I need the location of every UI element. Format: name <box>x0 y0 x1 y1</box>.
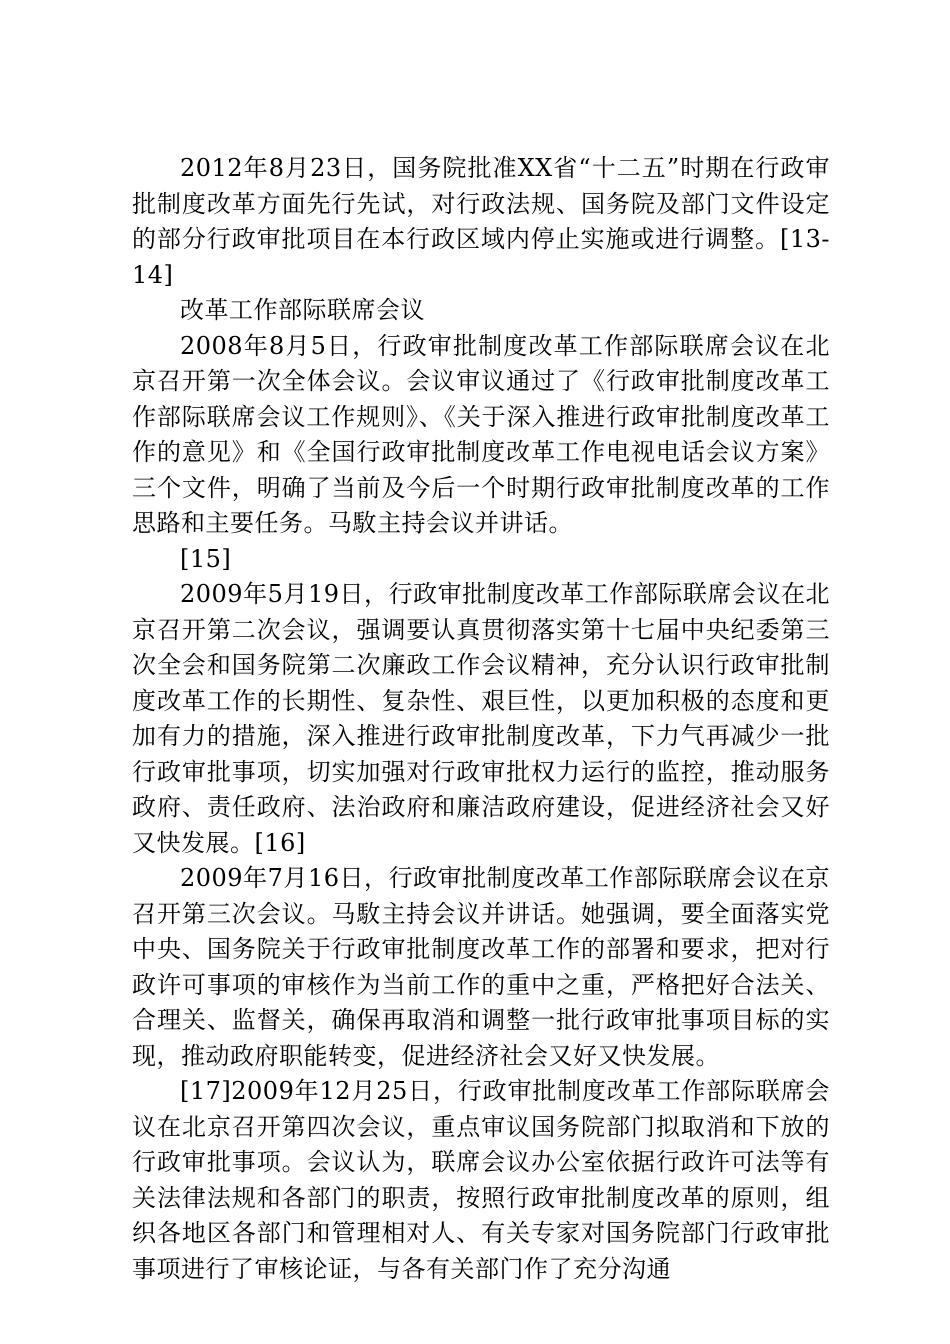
paragraph-2008-first-meeting: 2008年8月5日，行政审批制度改革工作部际联席会议在北京召开第一次全体会议。会议审议通过了《行政审批制度改革工作部际联席会议工作规则》、《关于深入推进行政审批制度改革工作的意见》和《全国行政审批制度改革工作电视电话会议方案》三个文件，明确了当前及今后一个时期行政审批制度改革的工作思路和主要任务。马駇主持会议并讲话。 <box>132 331 830 537</box>
citation-15: [15] <box>180 544 232 573</box>
paragraph-2009-fourth-meeting: [17]2009年12月25日，行政审批制度改革工作部际联席会议在北京召开第四次会议，重点审议国务院部门拟取消和下放的行政审批事项。会议认为，联席会议办公室依据行政许可法等有关法律法规和各部门的职责，按照行政审批制度改革的原则，组织各地区各部门和管理相对人、有关专家对国务院部门行政审批事项进行了审核论证，与各有关部门作了充分沟通 <box>132 1077 830 1283</box>
document-page <box>132 151 830 1287</box>
paragraph-2012-pilot: 2012年8月23日，国务院批准XX省“十二五”时期在行政审批制度改革方面先行先试，对行政法规、国务院及部门文件设定的部分行政审批项目在本行政区域内停止实施或进行调整。[13-14] <box>132 154 830 289</box>
paragraph-2009-second-meeting: 2009年5月19日，行政审批制度改革工作部际联席会议在北京召开第二次会议，强调要认真贯彻落实第十七届中央纪委第三次全会和国务院第二次廉政工作会议精神，充分认识行政审批制度改革工作的长期性、复杂性、艰巨性，以更加积极的态度和更加有力的措施，深入推进行政审批制度改革，下力气再减少一批行政审批事项，切实加强对行政审批权力运行的监控，推动服务政府、责任政府、法治政府和廉洁政府建设，促进经济社会又好又快发展。[16] <box>132 580 830 857</box>
section-heading-joint-meeting: 改革工作部际联席会议 <box>180 296 425 324</box>
paragraph-2009-third-meeting: 2009年7月16日，行政审批制度改革工作部际联席会议在京召开第三次会议。马駇主持会议并讲话。她强调，要全面落实党中央、国务院关于行政审批制度改革工作的部署和要求，把对行政许可事项的审核作为当前工作的重中之重，严格把好合法关、合理关、监督关，确保再取消和调整一批行政审批事项目标的实现，推动政府职能转变，促进经济社会又好又快发展。 <box>132 864 830 1070</box>
